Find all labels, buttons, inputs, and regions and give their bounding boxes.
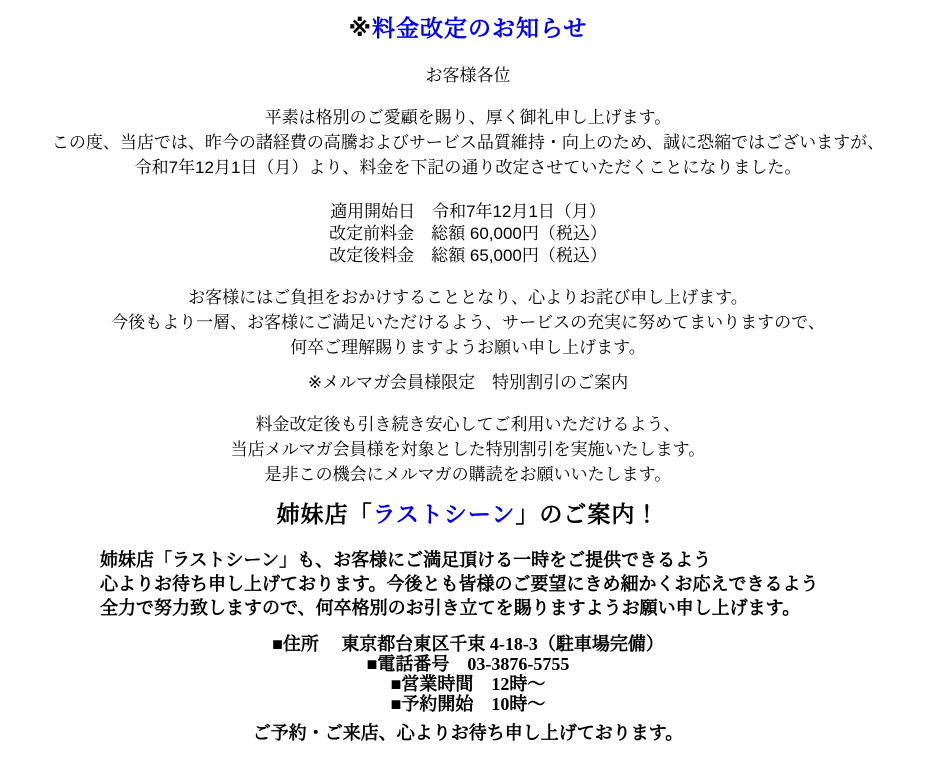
notice-title xyxy=(0,14,936,42)
phone-line: ■電話番号 03-3876-5755 xyxy=(366,654,570,674)
salutation: お客様各位 xyxy=(425,66,511,85)
sister-heading-pre: 姉妹店「 xyxy=(276,501,373,527)
mailmag-paragraph xyxy=(0,412,936,487)
title-text: 料金改定のお知らせ xyxy=(372,15,588,41)
intro-line: この度、当店では、昨今の諸経費の高騰およびサービス品質維持・向上のため、誠に恐縮ではございますが、 xyxy=(51,133,885,152)
new-price-line: 改定後料金 総額 65,000円（税込） xyxy=(329,246,607,265)
apology-paragraph xyxy=(0,285,936,360)
intro-paragraph xyxy=(0,105,936,180)
sister-heading-post: 」のご案内！ xyxy=(515,501,660,527)
apology-line: 今後もより一層、お客様にご満足いただけるよう、サービスの充実に努めてまいりますので、 xyxy=(111,313,825,332)
sister-store-paragraph xyxy=(0,548,936,620)
sister-store-line: 姉妹店「ラストシーン」も、お客様にご満足頂ける一時をご提供できるよう xyxy=(100,550,712,570)
mailmag-line: 是非この機会にメルマガの購読をお願いいたします。 xyxy=(264,465,672,484)
effective-date-line: 適用開始日 令和7年12月1日（月） xyxy=(330,202,606,221)
mailmag-line: 料金改定後も引き続き安心してご利用いただけるよう、 xyxy=(255,415,681,434)
mailmag-discount-heading: ※メルマガ会員様限定 特別割引のご案内 xyxy=(307,373,629,392)
closing-line: ご予約・ご来店、心よりお待ち申し上げております。 xyxy=(252,723,684,743)
reservation-start-line: ■予約開始 10時～ xyxy=(390,694,546,714)
sister-store-heading xyxy=(0,498,936,530)
old-price-line: 改定前料金 総額 60,000円（税込） xyxy=(329,224,607,243)
store-info xyxy=(0,634,936,714)
sister-store-line: 心よりお待ち申し上げております。今後とも皆様のご要望にきめ細かくお応えできるよう xyxy=(100,574,819,594)
title-asterisk-mark: ※ xyxy=(348,15,373,41)
apology-line: 何卒ご理解賜りますようお願い申し上げます。 xyxy=(290,338,646,357)
sister-store-name: ラストシーン xyxy=(372,501,516,527)
sister-store-line: 全力で努力致しますので、何卒格別のお引き立てを賜りますようお願い申し上げます。 xyxy=(100,598,801,618)
mailmag-line: 当店メルマガ会員様を対象とした特別割引を実施いたします。 xyxy=(230,440,706,459)
intro-line: 平素は格別のご愛顧を賜り、厚く御礼申し上げます。 xyxy=(264,108,672,127)
intro-line: 令和7年12月1日（月）より、料金を下記の通り改定させていただくことになりました。 xyxy=(134,158,802,177)
business-hours-line: ■営業時間 12時～ xyxy=(390,674,546,694)
address-line: ■住所 東京都台東区千束 4-18-3（駐車場完備） xyxy=(272,634,664,654)
price-revision-details xyxy=(0,201,936,267)
apology-line: お客様にはご負担をおかけすることとなり、心よりお詫び申し上げます。 xyxy=(188,288,748,307)
